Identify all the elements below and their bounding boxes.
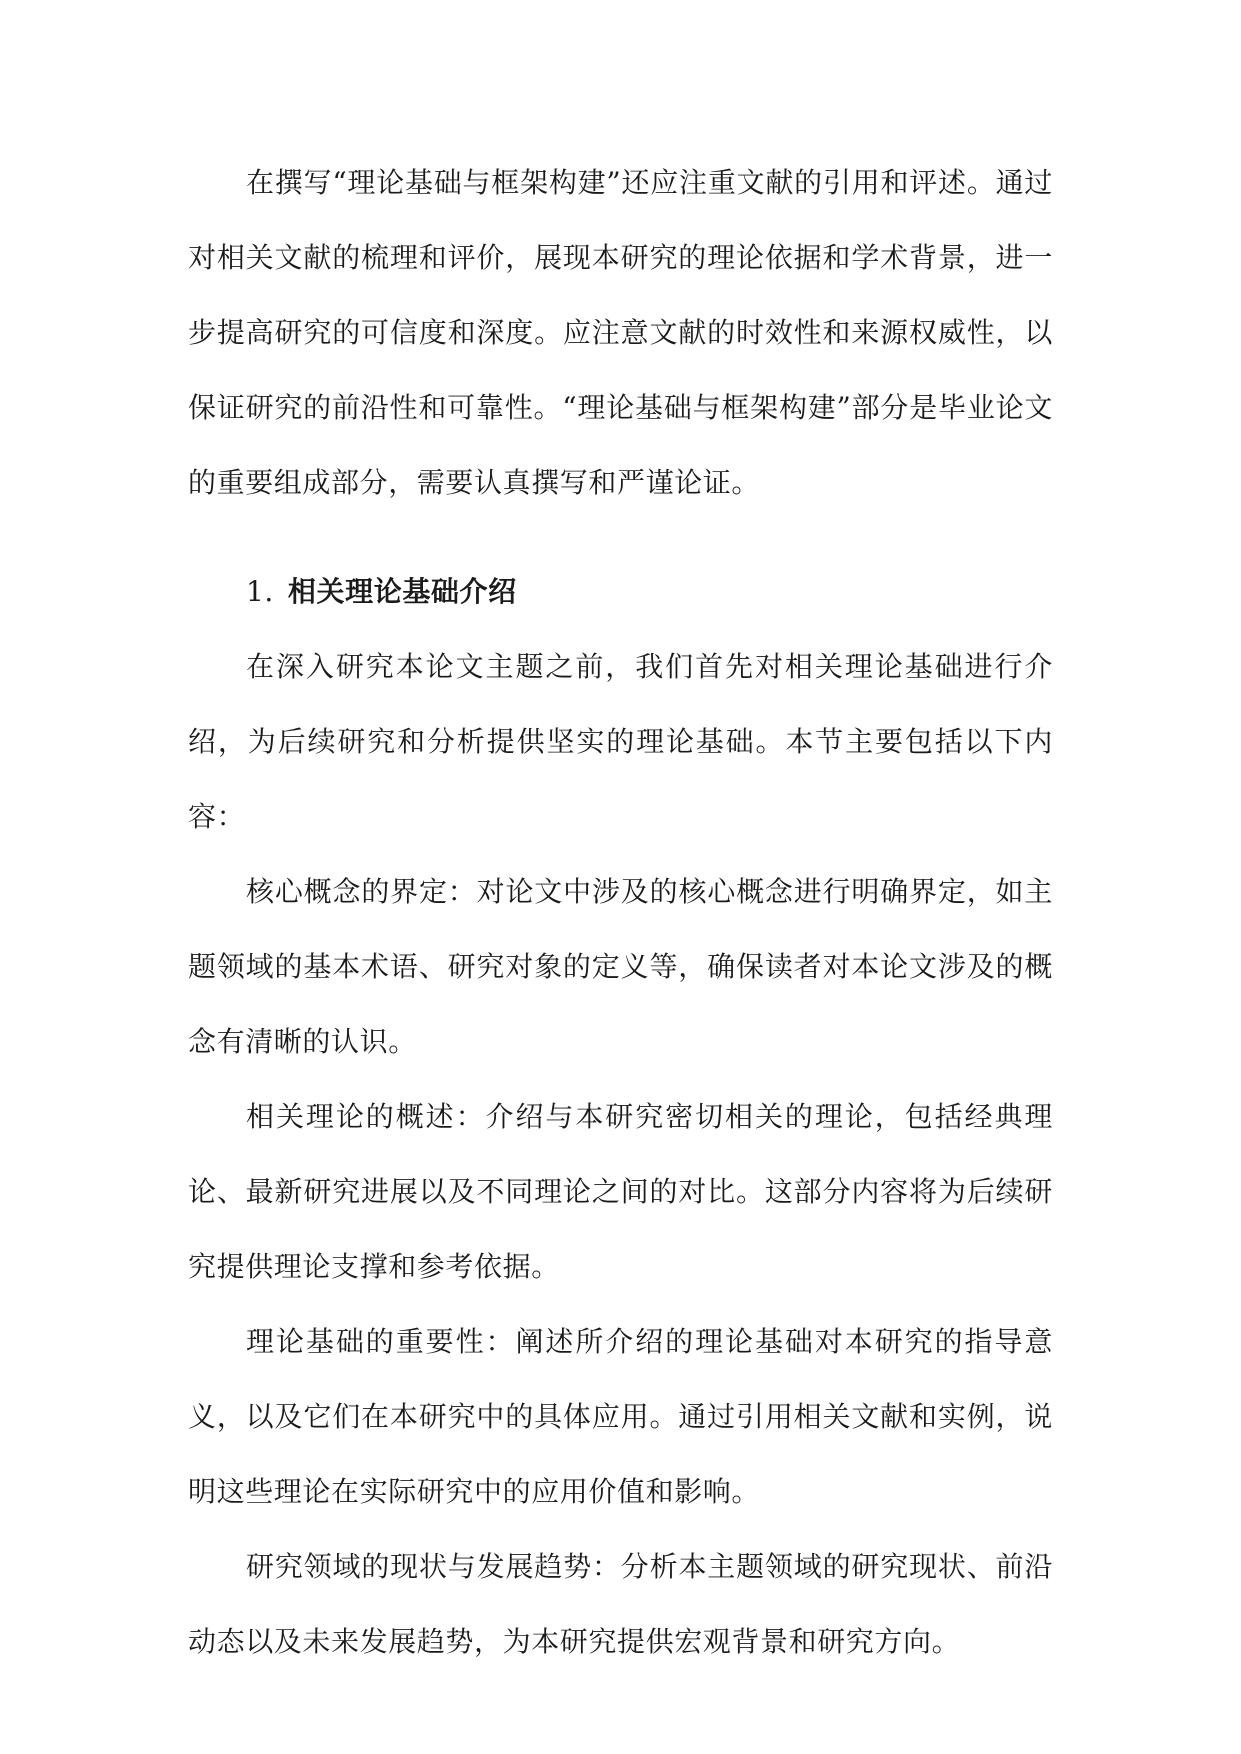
core-concepts-paragraph: 核心概念的界定：对论文中涉及的核心概念进行明确界定，如主题领域的基本术语、研究对象的定义等，确保读者对本论文涉及的概念有清晰的认识。	[188, 875, 1053, 1058]
document-body	[188, 145, 1053, 1679]
research-trends-paragraph: 研究领域的现状与发展趋势：分析本主题领域的研究现状、前沿动态以及未来发展趋势，为本研究提供宏观背景和研究方向。	[188, 1550, 1053, 1658]
section-title: 相关理论基础介绍	[287, 575, 517, 608]
section-number: 1.	[246, 575, 274, 608]
intro-paragraph: 在撰写“理论基础与框架构建”还应注重文献的引用和评述。通过对相关文献的梳理和评价，展现本研究的理论依据和学术背景，进一步提高研究的可信度和深度。应注意文献的时效性和来源权威性，以保证研究的前沿性和可靠性。“理论基础与框架构建”部分是毕业论文的重要组成部分，需要认真撰写和严谨论证。	[188, 166, 1053, 499]
section-heading	[246, 554, 1053, 629]
section-intro-paragraph: 在深入研究本论文主题之前，我们首先对相关理论基础进行介绍，为后续研究和分析提供坚实的理论基础。本节主要包括以下内容：	[188, 650, 1053, 833]
theory-importance-paragraph: 理论基础的重要性：阐述所介绍的理论基础对本研究的指导意义，以及它们在本研究中的具体应用。通过引用相关文献和实例，说明这些理论在实际研究中的应用价值和影响。	[188, 1325, 1053, 1508]
theory-overview-paragraph: 相关理论的概述：介绍与本研究密切相关的理论，包括经典理论、最新研究进展以及不同理论之间的对比。这部分内容将为后续研究提供理论支撑和参考依据。	[188, 1100, 1053, 1283]
